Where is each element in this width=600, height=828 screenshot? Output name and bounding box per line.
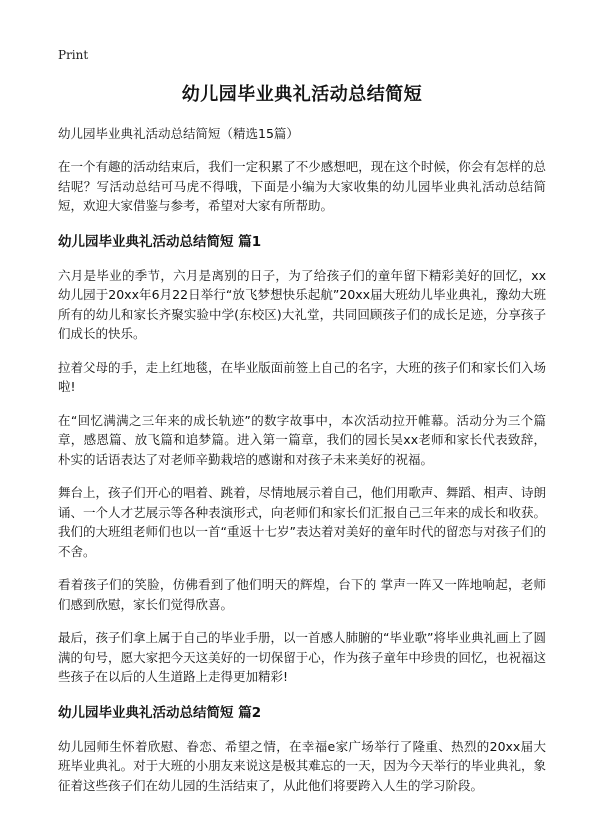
section-1-paragraph-6: 最后，孩子们拿上属于自己的毕业手册，以一首感人肺腑的“毕业歌”将毕业典礼画上了圆 满的句号，愿大家把今天这美好的一切保留于心，作为孩子童年中珍贵的回忆，也祝福这些孩子在以后的人生道路上走得更加精彩! [58,630,546,684]
section-1-paragraph-3: 在“回忆满满之三年来的成长轨迹”的数字故事中，本次活动拉开帷幕。活动分为三个篇章，感恩篇、放飞篇和追梦篇。进入第一篇章，我们的园长吴xx老师和家长代表致辞，朴实的话语表达了对老师辛勤栽培的感谢和对孩子未来美好的祝福。 [58,412,546,467]
section-heading-2: 幼儿园毕业典礼活动总结简短 篇2 [58,704,262,721]
intro-paragraph: 在一个有趣的活动结束后，我们一定积累了不少感想吧，现在这个时候，你会有怎样的总结呢？写活动总结可马虎不得哦，下面是小编为大家收集的幼儿园毕业典礼活动总结简短，欢迎大家借鉴与参考，希望对大家有所帮助。 [58,159,546,213]
section-2-paragraph-1: 幼儿园师生怀着欣慰、眷恋、希望之情，在幸福e家广场举行了隆重、热烈的20xx届大班毕业典礼。对于大班的小朋友来说这是极其难忘的一天，因为今天举行的毕业典礼，象征着这些孩子们在幼儿园的生活结束了，从此他们将要跨入人生的学习阶段。 [58,738,546,793]
section-1-paragraph-2: 拉着父母的手，走上红地毯，在毕业版面前签上自己的名字，大班的孩子们和家长们入场啦! [58,359,546,394]
document-subtitle: 幼儿园毕业典礼活动总结简短（精选15篇） [58,126,299,141]
page-title: 幼儿园毕业典礼活动总结简短 [181,84,423,105]
print-link[interactable]: Print [58,48,89,62]
section-heading-1: 幼儿园毕业典礼活动总结简短 篇1 [58,233,262,250]
section-1-paragraph-5: 看着孩子们的笑脸，仿佛看到了他们明天的辉煌，台下的 掌声一阵又一阵地响起，老师们感到欣慰，家长们觉得欣喜。 [58,577,546,612]
section-1-paragraph-4: 舞台上，孩子们开心的唱着、跳着，尽情地展示着自己，他们用歌声、舞蹈、相声、诗朗诵、一个人才艺展示等各种表演形式，向老师们和家长们汇报自己三年来的成长和收获。我们的大班组老师们也以一首“重返十七岁”表达着对美好的童年时代的留恋与对孩子们的不舍。 [58,485,546,559]
section-1-paragraph-1: 六月是毕业的季节，六月是离别的日子，为了给孩子们的童年留下精彩美好的回忆，xx幼儿园于20xx年6月22日举行“放飞梦想快乐起航”20xx届大班幼儿毕业典礼，豫幼大班所有的幼儿和家长齐聚实验中学(东校区)大礼堂，共同回顾孩子们的成长足迹，分享孩子们成长的快乐。 [58,267,546,341]
